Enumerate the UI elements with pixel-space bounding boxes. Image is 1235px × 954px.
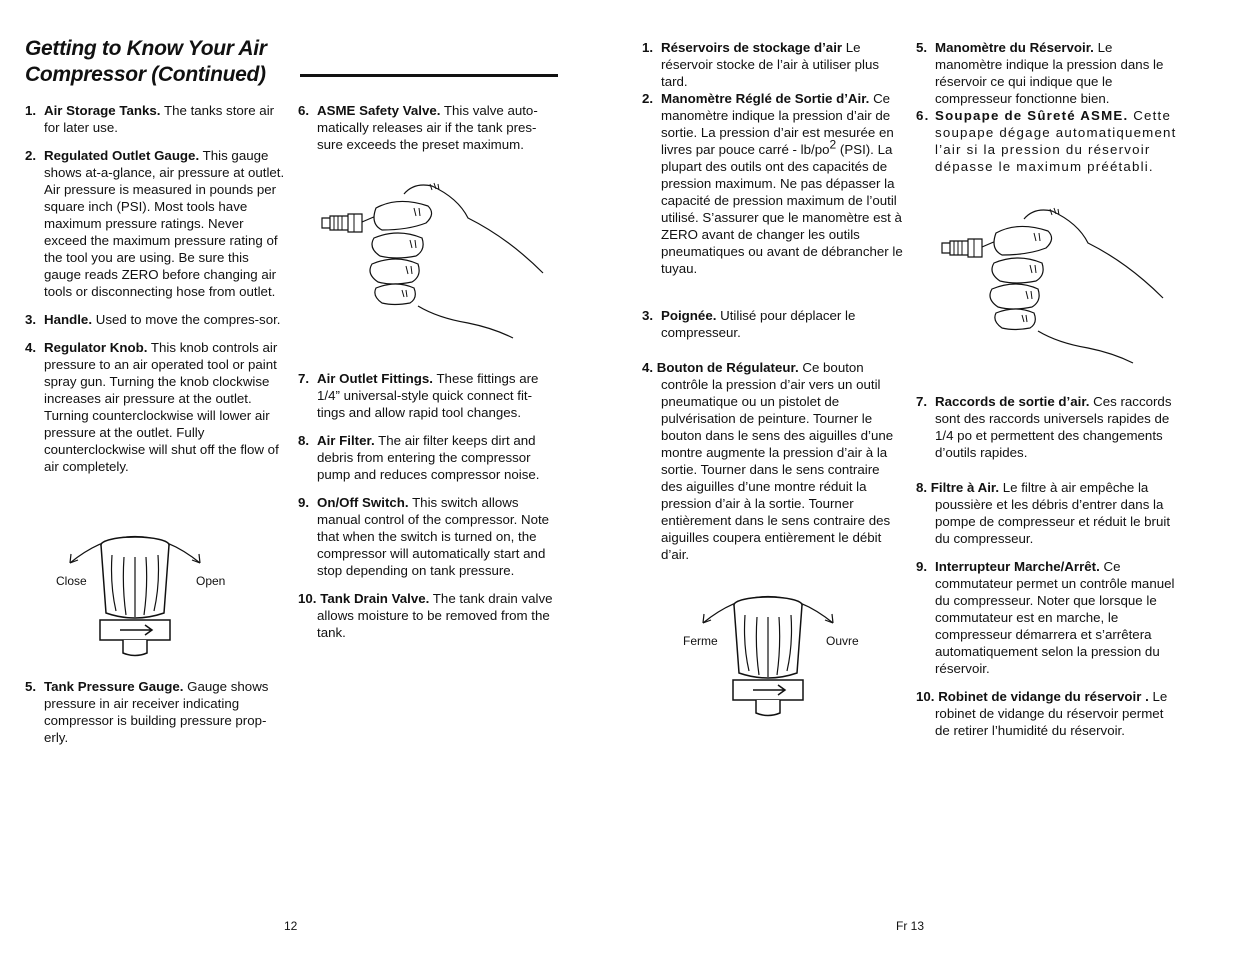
page-title: Getting to Know Your Air Compressor (Continued) — [25, 37, 267, 86]
knob-open-label: Open — [196, 574, 226, 588]
title-rule — [300, 74, 558, 77]
list-item: 10. Tank Drain Valve. The tank drain valve allows moisture to be removed from the tank. — [298, 591, 553, 640]
right-col2b — [916, 393, 1178, 461]
safety-valve-hand-illustration — [938, 203, 1168, 363]
list-item: 7. Air Outlet Fittings. These fittings are 1/4” universal-style quick connect fit-tings and allow rapid tool changes. — [298, 371, 539, 420]
left-col2b — [298, 370, 556, 641]
list-item: 8. Filtre à Air. Le filtre à air empêche la poussière et les débris d’entrer dans la pompe de compresseur et réduit le bruit du compresseur. — [916, 480, 1171, 546]
safety-valve-hand-illustration — [318, 178, 548, 338]
knob-close-label: Close — [56, 574, 87, 588]
regulator-knob-illustration — [693, 585, 843, 720]
list-item: 2. Regulated Outlet Gauge. This gauge shows at-a-glance, air pressure at outlet. Air pressure is measured in pounds per square inch (PSI). Most tools have maximum pressure ratings. Never exceed the maximum pressure rating of the tool you are using. Be sure this gauge reads ZERO before changing air tools or disconnecting hose from outlet. — [25, 148, 285, 299]
list-item: 4. Regulator Knob. This knob controls air pressure to an air operated tool or paint spray gun. Turning the knob clockwise increases air pressure at the outlet. Turning counterclockwise will lower air pressure at the outlet. Fully counterclockwise will shut off the flow of air completely. — [25, 340, 279, 474]
left-col1 — [25, 102, 287, 475]
list-item: 5. Tank Pressure Gauge. Gauge shows pressure in air receiver indicating compressor is building pressure prop-erly. — [25, 679, 269, 745]
regulator-knob-illustration — [60, 525, 210, 660]
right-col1b — [642, 307, 904, 341]
list-item: 9. Interrupteur Marche/Arrêt. Ce commutateur permet un contrôle manuel du compresseur. Noter que lorsque le commutateur est en marche, le compresseur démarrera et s’arrêtera automatiquement selon la pression du réservoir. — [916, 559, 1175, 676]
list-item: 8. Air Filter. The air filter keeps dirt and debris from entering the compressor pump and reduces compressor noise. — [298, 433, 540, 482]
list-item: 4. Bouton de Régulateur. Ce bouton contrôle la pression d’air vers un outil pneumatique ou un pistolet de pulvérisation de peinture. Tourner le bouton dans le sens des aiguilles d’une montre augmente la pression d’air à la sortie. Tourner dans le sens contraire des aiguilles d’une montre réduit la pression d’air à la sortie. Tourner entièrement dans le sens contraire des aiguilles coupera entièrement le débit d’air. — [642, 360, 894, 562]
knob-open-label: Ouvre — [826, 634, 859, 648]
left-col1b — [25, 678, 287, 746]
list-item: 2. Manomètre Réglé de Sortie d’Air. Ce manomètre indique la pression d’air de sortie. La pression d’air est mesurée en livres par pouce carré - $lb/po^2$ (PSI). La plupart des outils ont des capacités de pression maximum. Ne pas dépasser la capacité de pression maximum de l’outil utilisé. S’assurer que le manomètre est à ZERO avant de changer les outils pneumatiques ou avant de débrancher le tuyau. — [642, 91, 903, 276]
knob-close-label: Ferme — [683, 634, 718, 648]
list-item: 10. Robinet de vidange du réservoir . Le robinet de vidange du réservoir permet de retirer l’humidité du réservoir. — [916, 689, 1168, 738]
right-col2c — [916, 479, 1178, 739]
list-item: 9. On/Off Switch. This switch allows manual control of the compressor. Note that when the switch is turned on, the compressor will automatically start and stop depending on tank pressure. — [298, 495, 550, 578]
list-item: 1. Air Storage Tanks. The tanks store air for later use. — [25, 103, 275, 135]
left-col2a — [298, 102, 556, 153]
list-item: 3. Poignée. Utilisé pour déplacer le compresseur. — [642, 308, 856, 340]
right-col2a — [916, 39, 1178, 175]
list-item: 6. Soupape de Sûreté ASME. Cette soupape dégage automatiquement l’air si la pression du réservoir dépasse le maximum préétabli. — [916, 108, 1177, 174]
list-item: 7. Raccords de sortie d’air. Ces raccords sont des raccords universels rapides de 1/4 po et permettent des changements d’outils rapides. — [916, 394, 1172, 460]
page-number-left: 12 — [284, 919, 298, 933]
list-item: 5. Manomètre du Réservoir. Le manomètre indique la pression dans le réservoir ce qui indique que le compresseur fonctionne bien. — [916, 40, 1164, 106]
list-item: 1. Réservoirs de stockage d’air Le réservoir stocke de l’air à utiliser plus tard. — [642, 40, 880, 89]
right-col1c — [642, 359, 904, 563]
page-number-right: Fr 13 — [896, 919, 925, 933]
right-col1a — [642, 39, 904, 277]
list-item: 3. Handle. Used to move the compres-sor. — [25, 312, 281, 327]
list-item: 6. ASME Safety Valve. This valve auto-matically releases air if the tank pres-sure exceeds the preset maximum. — [298, 103, 538, 152]
